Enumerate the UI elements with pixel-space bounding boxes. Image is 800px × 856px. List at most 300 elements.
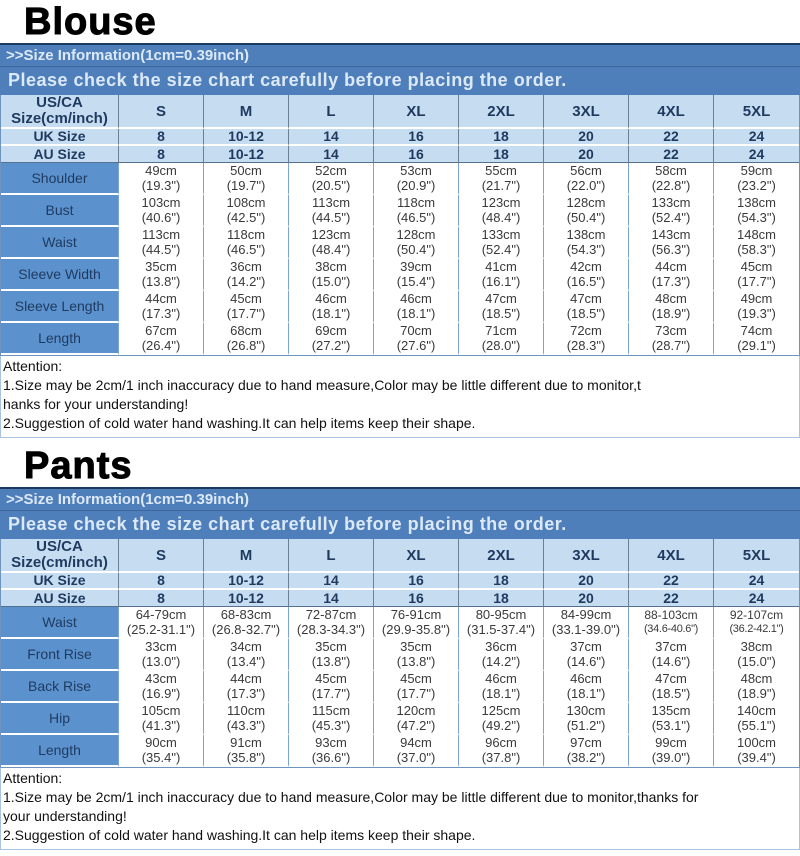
measurement-cm: 72-87cm — [305, 607, 357, 622]
measurement-cell — [119, 703, 204, 735]
size-info-bar: >>Size Information(1cm=0.39inch) — [6, 491, 249, 508]
measurement-inch: (16.5") — [566, 274, 606, 289]
measurement-inch: (36.6") — [311, 750, 351, 765]
measurement-inch: (18.5") — [651, 686, 691, 701]
measurement-cell — [544, 703, 629, 735]
measurement-inch: (26.8-32.7") — [211, 622, 281, 637]
measurement-row-shoulder — [1, 163, 799, 195]
size-chart-section — [0, 444, 800, 850]
measurement-cell — [459, 163, 544, 195]
measurement-cm: 94cm — [400, 735, 432, 750]
measurement-cell — [374, 671, 459, 703]
banner — [0, 487, 800, 539]
measurement-inch: (25.2-31.1") — [126, 622, 196, 637]
measurement-cm: 140cm — [736, 703, 777, 718]
measurement-cm: 76-91cm — [390, 607, 442, 622]
measurement-inch: (15.0") — [311, 274, 351, 289]
measurement-cell — [204, 291, 289, 323]
measurement-inch: (45.3") — [311, 718, 351, 733]
measurement-cm: 55cm — [485, 163, 517, 178]
measurement-inch: (28.3") — [566, 338, 606, 353]
measurement-inch: (54.3") — [566, 242, 606, 257]
measurement-inch: (34.6-40.6") — [643, 623, 699, 635]
row-label-shoulder: Shoulder — [1, 163, 119, 195]
measurement-inch: (16.9") — [141, 686, 181, 701]
measurement-cm: 118cm — [396, 195, 436, 210]
measurement-inch: (17.7") — [396, 686, 436, 701]
measurement-cell — [374, 323, 459, 355]
measurement-inch: (13.8") — [141, 274, 181, 289]
measurement-cell — [289, 323, 374, 355]
measurement-cell — [374, 703, 459, 735]
attention-line: 2.Suggestion of cold water hand washing.It can help items keep their shape. — [3, 827, 476, 843]
measurement-cm: 128cm — [396, 227, 436, 242]
uk-size-value: 14 — [289, 129, 374, 146]
measurement-cell — [629, 163, 714, 195]
measurement-cell — [289, 163, 374, 195]
uk-size-value: 8 — [119, 573, 204, 590]
measurement-inch: (43.3") — [226, 718, 266, 733]
measurement-cm: 123cm — [481, 195, 521, 210]
measurement-cm: 64-79cm — [135, 607, 187, 622]
uk-size-value: 10-12 — [204, 129, 289, 146]
measurement-cell — [204, 671, 289, 703]
measurement-cm: 48cm — [655, 291, 687, 306]
measurement-inch: (17.3") — [141, 306, 181, 321]
corner-line: US/CA — [36, 539, 83, 555]
measurement-cm: 130cm — [566, 703, 606, 718]
measurement-cell — [714, 323, 799, 355]
measurement-cell — [289, 195, 374, 227]
measurement-inch: (35.4") — [141, 750, 181, 765]
measurement-row-front-rise — [1, 639, 799, 671]
measurement-cm: 125cm — [481, 703, 521, 718]
measurement-inch: (18.9") — [737, 686, 776, 701]
corner-line: Size(cm/inch) — [11, 554, 108, 571]
measurement-cell — [544, 291, 629, 323]
measurement-cell — [119, 671, 204, 703]
measurement-inch: (14.6") — [651, 654, 691, 669]
measurement-cell — [119, 323, 204, 355]
attention-note — [0, 768, 800, 850]
measurement-cm: 50cm — [230, 163, 262, 178]
measurement-cell — [374, 607, 459, 639]
measurement-cell — [459, 227, 544, 259]
measurement-cell — [204, 735, 289, 767]
notice-bar: Please check the size chart carefully before placing the order. — [0, 66, 800, 95]
measurement-inch: (33.1-39.0") — [551, 622, 621, 637]
measurement-cm: 33cm — [145, 639, 177, 654]
measurement-inch: (15.4") — [396, 274, 436, 289]
measurement-cell — [629, 195, 714, 227]
measurement-cell — [459, 735, 544, 767]
au-size-value: 18 — [459, 590, 544, 607]
section-title: Pants — [24, 445, 133, 487]
measurement-inch: (17.7") — [311, 686, 351, 701]
measurement-cm: 110cm — [226, 703, 266, 718]
measurement-cm: 38cm — [740, 639, 773, 654]
measurement-cm: 105cm — [141, 703, 181, 718]
measurement-inch: (23.2") — [737, 178, 776, 193]
measurement-cell — [629, 323, 714, 355]
measurement-inch: (17.3") — [651, 274, 691, 289]
measurement-cm: 39cm — [400, 259, 432, 274]
size-info-bar: >>Size Information(1cm=0.39inch) — [6, 47, 249, 64]
size-table — [0, 539, 800, 768]
measurement-cell — [544, 195, 629, 227]
measurement-inch: (14.2") — [481, 654, 521, 669]
size-col-4xl: 4XL — [629, 539, 714, 573]
measurement-cell — [289, 227, 374, 259]
uk-size-value: 22 — [629, 573, 714, 590]
measurement-cm: 108cm — [226, 195, 266, 210]
uk-size-row — [1, 573, 799, 590]
measurement-cell — [374, 735, 459, 767]
measurement-inch: (18.5") — [481, 306, 521, 321]
measurement-cell — [119, 607, 204, 639]
measurement-cell — [629, 735, 714, 767]
measurement-inch: (37.0") — [396, 750, 436, 765]
row-label-waist: Waist — [1, 227, 119, 259]
size-table — [0, 95, 800, 356]
measurement-cm: 59cm — [740, 163, 773, 178]
measurement-cm: 91cm — [230, 735, 262, 750]
measurement-cell — [544, 671, 629, 703]
measurement-inch: (18.5") — [566, 306, 606, 321]
measurement-cell — [119, 163, 204, 195]
measurement-inch: (29.1") — [737, 338, 776, 353]
au-size-value: 16 — [374, 146, 459, 163]
size-col-m: M — [204, 539, 289, 573]
measurement-row-bust — [1, 195, 799, 227]
measurement-inch: (13.8") — [311, 654, 351, 669]
row-label-back-rise: Back Rise — [1, 671, 119, 703]
measurement-inch: (39.0") — [651, 750, 691, 765]
row-label-length: Length — [1, 323, 119, 355]
au-size-value: 22 — [629, 146, 714, 163]
row-label-length: Length — [1, 735, 119, 767]
measurement-inch: (52.4") — [481, 242, 521, 257]
measurement-cm: 70cm — [400, 323, 432, 338]
measurement-row-sleeve-length — [1, 291, 799, 323]
corner-cell — [1, 539, 119, 573]
measurement-inch: (42.5") — [226, 210, 266, 225]
measurement-cm: 46cm — [315, 291, 347, 306]
measurement-cell — [459, 607, 544, 639]
measurement-cell — [544, 163, 629, 195]
measurement-inch: (14.6") — [566, 654, 606, 669]
uk-size-value: 8 — [119, 129, 204, 146]
measurement-inch: (50.4") — [396, 242, 436, 257]
measurement-inch: (44.5") — [311, 210, 351, 225]
measurement-cell — [714, 735, 799, 767]
measurement-cm: 138cm — [566, 227, 606, 242]
measurement-inch: (26.4") — [141, 338, 181, 353]
size-col-2xl: 2XL — [459, 539, 544, 573]
measurement-cm: 48cm — [740, 671, 773, 686]
measurement-inch: (28.3-34.3") — [296, 622, 366, 637]
measurement-inch: (22.0") — [566, 178, 606, 193]
measurement-cm: 47cm — [655, 671, 687, 686]
measurement-cell — [459, 671, 544, 703]
size-col-2xl: 2XL — [459, 95, 544, 129]
measurement-row-length — [1, 323, 799, 355]
measurement-row-length — [1, 735, 799, 767]
measurement-cm: 35cm — [145, 259, 177, 274]
measurement-cm: 43cm — [145, 671, 177, 686]
measurement-inch: (28.0") — [481, 338, 521, 353]
measurement-inch: (49.2") — [481, 718, 521, 733]
au-size-value: 22 — [629, 590, 714, 607]
uk-size-value: 16 — [374, 573, 459, 590]
measurement-cell — [714, 607, 799, 639]
measurement-cell — [629, 639, 714, 671]
size-col-xl: XL — [374, 95, 459, 129]
measurement-cell — [544, 735, 629, 767]
measurement-cell — [374, 639, 459, 671]
measurement-inch: (50.4") — [566, 210, 606, 225]
measurement-cm: 41cm — [485, 259, 517, 274]
measurement-cell — [204, 195, 289, 227]
measurement-inch: (38.2") — [566, 750, 606, 765]
measurement-cell — [289, 607, 374, 639]
measurement-inch: (48.4") — [481, 210, 521, 225]
measurement-cm: 37cm — [570, 639, 602, 654]
measurement-cm: 97cm — [570, 735, 602, 750]
measurement-inch: (41.3") — [141, 718, 181, 733]
measurement-row-waist — [1, 607, 799, 639]
measurement-inch: (18.1") — [481, 686, 521, 701]
measurement-cell — [629, 703, 714, 735]
section-title: Blouse — [24, 1, 157, 43]
measurement-cm: 118cm — [226, 227, 266, 242]
size-col-3xl: 3XL — [544, 95, 629, 129]
measurement-inch: (26.8") — [226, 338, 266, 353]
au-size-value: 10-12 — [204, 590, 289, 607]
measurement-cm: 96cm — [485, 735, 517, 750]
measurement-cm: 44cm — [145, 291, 177, 306]
measurement-cm: 47cm — [485, 291, 517, 306]
measurement-cell — [714, 671, 799, 703]
measurement-cm: 49cm — [145, 163, 177, 178]
measurement-cell — [119, 291, 204, 323]
au-size-value: 14 — [289, 590, 374, 607]
uk-size-row — [1, 129, 799, 146]
measurement-cm: 35cm — [400, 639, 432, 654]
au-size-value: 16 — [374, 590, 459, 607]
measurement-inch: (20.5") — [311, 178, 351, 193]
row-label-sleeve-length: Sleeve Length — [1, 291, 119, 323]
au-size-label: AU Size — [1, 590, 119, 607]
measurement-cell — [374, 291, 459, 323]
measurement-cm: 143cm — [651, 227, 691, 242]
measurement-inch: (46.5") — [226, 242, 266, 257]
measurement-cm: 69cm — [315, 323, 347, 338]
measurement-cm: 45cm — [315, 671, 347, 686]
au-size-value: 18 — [459, 146, 544, 163]
uk-size-label: UK Size — [1, 129, 119, 146]
au-size-value: 24 — [714, 146, 799, 163]
measurement-cm: 90cm — [145, 735, 177, 750]
measurement-cm: 92-107cm — [729, 608, 784, 622]
uk-size-label: UK Size — [1, 573, 119, 590]
measurement-inch: (56.3") — [651, 242, 691, 257]
size-col-5xl: 5XL — [714, 95, 799, 129]
measurement-cm: 36cm — [230, 259, 262, 274]
uk-size-value: 24 — [714, 129, 799, 146]
measurement-inch: (19.7") — [226, 178, 266, 193]
au-size-value: 20 — [544, 146, 629, 163]
measurement-cm: 38cm — [315, 259, 347, 274]
measurement-cell — [459, 703, 544, 735]
measurement-cm: 73cm — [655, 323, 687, 338]
measurement-cm: 45cm — [230, 291, 262, 306]
attention-line: your understanding! — [3, 808, 127, 824]
measurement-cell — [119, 259, 204, 291]
size-col-4xl: 4XL — [629, 95, 714, 129]
size-col-5xl: 5XL — [714, 539, 799, 573]
attention-note — [0, 356, 800, 438]
measurement-cell — [544, 227, 629, 259]
measurement-inch: (18.1") — [566, 686, 606, 701]
row-label-front-rise: Front Rise — [1, 639, 119, 671]
measurement-inch: (18.1") — [396, 306, 436, 321]
attention-line: 1.Size may be 2cm/1 inch inaccuracy due to hand measure,Color may be little different due to monitor,t — [3, 377, 641, 393]
size-col-3xl: 3XL — [544, 539, 629, 573]
size-col-l: L — [289, 539, 374, 573]
attention-line: hanks for your understanding! — [3, 396, 189, 412]
measurement-cm: 67cm — [145, 323, 177, 338]
au-size-value: 8 — [119, 146, 204, 163]
measurement-cell — [544, 607, 629, 639]
measurement-inch: (19.3") — [737, 306, 776, 321]
measurement-inch: (40.6") — [141, 210, 181, 225]
measurement-inch: (47.2") — [396, 718, 436, 733]
measurement-cell — [459, 639, 544, 671]
measurement-inch: (27.2") — [311, 338, 351, 353]
measurement-cell — [629, 259, 714, 291]
measurement-inch: (14.2") — [226, 274, 266, 289]
measurement-cell — [714, 227, 799, 259]
measurement-cell — [544, 639, 629, 671]
measurement-cm: 103cm — [141, 195, 181, 210]
measurement-inch: (37.8") — [481, 750, 521, 765]
measurement-inch: (18.1") — [311, 306, 351, 321]
measurement-cm: 123cm — [311, 227, 351, 242]
measurement-cm: 45cm — [740, 259, 773, 274]
uk-size-value: 14 — [289, 573, 374, 590]
au-size-value: 8 — [119, 590, 204, 607]
size-col-m: M — [204, 95, 289, 129]
uk-size-value: 20 — [544, 129, 629, 146]
measurement-cm: 56cm — [570, 163, 602, 178]
measurement-cell — [629, 227, 714, 259]
measurement-cm: 120cm — [396, 703, 436, 718]
measurement-cm: 58cm — [655, 163, 687, 178]
measurement-cm: 35cm — [315, 639, 347, 654]
measurement-cm: 138cm — [736, 195, 777, 210]
measurement-inch: (48.4") — [311, 242, 351, 257]
measurement-cell — [544, 259, 629, 291]
uk-size-value: 20 — [544, 573, 629, 590]
au-size-value: 10-12 — [204, 146, 289, 163]
measurement-inch: (19.3") — [141, 178, 181, 193]
measurement-cell — [119, 639, 204, 671]
measurement-inch: (51.2") — [566, 718, 606, 733]
measurement-cm: 113cm — [311, 195, 351, 210]
measurement-cm: 46cm — [570, 671, 602, 686]
measurement-inch: (53.1") — [651, 718, 691, 733]
measurement-inch: (27.6") — [396, 338, 436, 353]
header-row — [1, 95, 799, 129]
measurement-cell — [289, 735, 374, 767]
measurement-cell — [289, 703, 374, 735]
measurement-cell — [289, 671, 374, 703]
measurement-cm: 44cm — [230, 671, 262, 686]
measurement-cell — [204, 259, 289, 291]
attention-line: Attention: — [3, 770, 63, 786]
measurement-inch: (22.8") — [651, 178, 691, 193]
corner-line: US/CA — [36, 95, 83, 111]
measurement-inch: (13.0") — [141, 654, 181, 669]
row-label-hip: Hip — [1, 703, 119, 735]
measurement-cm: 74cm — [740, 323, 773, 338]
measurement-inch: (39.4") — [737, 750, 776, 765]
uk-size-value: 16 — [374, 129, 459, 146]
measurement-cell — [204, 639, 289, 671]
measurement-inch: (15.0") — [737, 654, 776, 669]
measurement-cell — [289, 639, 374, 671]
measurement-cell — [204, 227, 289, 259]
measurement-inch: (16.1") — [481, 274, 521, 289]
measurement-inch: (54.3") — [737, 210, 776, 225]
measurement-inch: (46.5") — [396, 210, 436, 225]
measurement-cell — [629, 607, 714, 639]
banner — [0, 43, 800, 95]
measurement-cm: 49cm — [740, 291, 773, 306]
measurement-inch: (13.8") — [396, 654, 436, 669]
measurement-cell — [629, 291, 714, 323]
row-label-bust: Bust — [1, 195, 119, 227]
measurement-cell — [374, 259, 459, 291]
measurement-cm: 34cm — [230, 639, 262, 654]
measurement-cell — [289, 291, 374, 323]
measurement-cm: 53cm — [400, 163, 432, 178]
measurement-cell — [204, 323, 289, 355]
measurement-row-sleeve-width — [1, 259, 799, 291]
measurement-cm: 88-103cm — [644, 608, 698, 622]
notice-bar: Please check the size chart carefully before placing the order. — [0, 510, 800, 539]
measurement-cm: 99cm — [655, 735, 687, 750]
measurement-inch: (55.1") — [737, 718, 776, 733]
corner-line: Size(cm/inch) — [11, 110, 108, 127]
row-label-waist: Waist — [1, 607, 119, 639]
measurement-inch: (52.4") — [651, 210, 691, 225]
measurement-inch: (13.4") — [226, 654, 266, 669]
size-col-s: S — [119, 539, 204, 573]
measurement-inch: (29.9-35.8") — [381, 622, 451, 637]
measurement-inch: (18.9") — [651, 306, 691, 321]
measurement-cell — [714, 195, 799, 227]
measurement-cell — [714, 703, 799, 735]
measurement-cell — [119, 195, 204, 227]
au-size-row — [1, 146, 799, 163]
measurement-cell — [204, 703, 289, 735]
measurement-cm: 135cm — [651, 703, 691, 718]
measurement-cell — [289, 259, 374, 291]
measurement-inch: (17.7") — [226, 306, 266, 321]
measurement-cm: 46cm — [485, 671, 517, 686]
